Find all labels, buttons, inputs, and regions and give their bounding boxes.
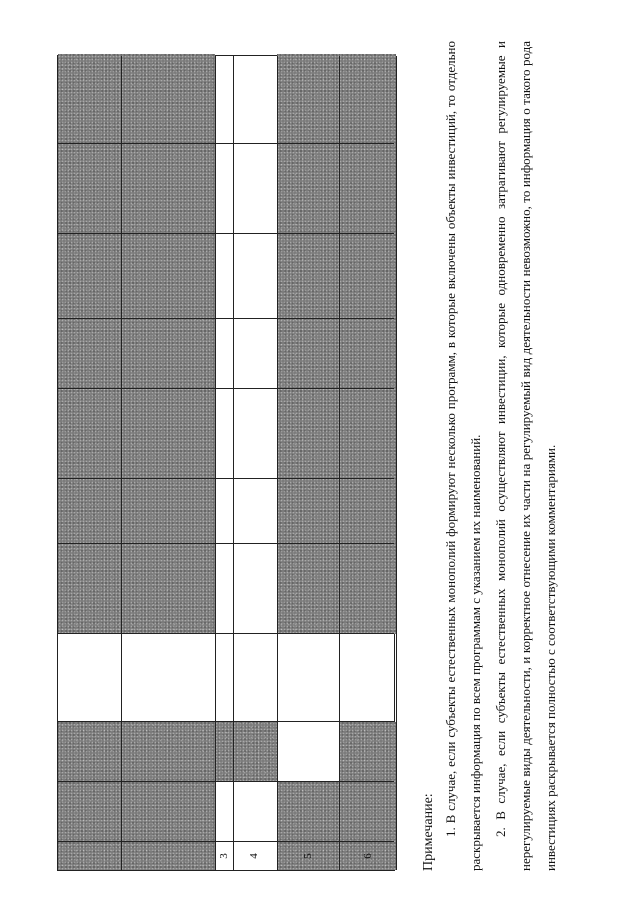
- row-number: 5: [302, 853, 314, 859]
- row-number: [121, 842, 215, 870]
- row-number: 6: [362, 853, 374, 859]
- row-number: [58, 842, 121, 870]
- note-paragraph-2: 2. В случае, если субъекты естественных монополий осуществляют инвестиции, которые одновременно затрагивают регулируемые и нерегулируемые виды деятельности, и корректное отнесение их части на регулируемый вид деятельности невозможно, то информация о такого рода инвестициях раскрывается полностью с соответствующими комментариями.: [493, 41, 558, 871]
- investment-table: [57, 55, 395, 871]
- shaded-cell: [215, 722, 233, 782]
- shaded-cell: [121, 54, 215, 634]
- row-number: 3: [218, 853, 230, 859]
- row-number: 4: [248, 853, 260, 859]
- note-paragraph-1: 1. В случае, если субъекты естественных монополий формируют несколько программ, в которые включены объекты инвестиций, то отдельно раскрывается информация по всем программам с указанием их наименований.: [443, 41, 483, 871]
- shaded-cell: [233, 722, 277, 782]
- shaded-cell: [339, 54, 396, 634]
- notes-title: Примечание:: [421, 793, 436, 871]
- notes-section: [420, 41, 563, 871]
- shaded-cell: [277, 54, 339, 634]
- shaded-cell: [58, 54, 121, 634]
